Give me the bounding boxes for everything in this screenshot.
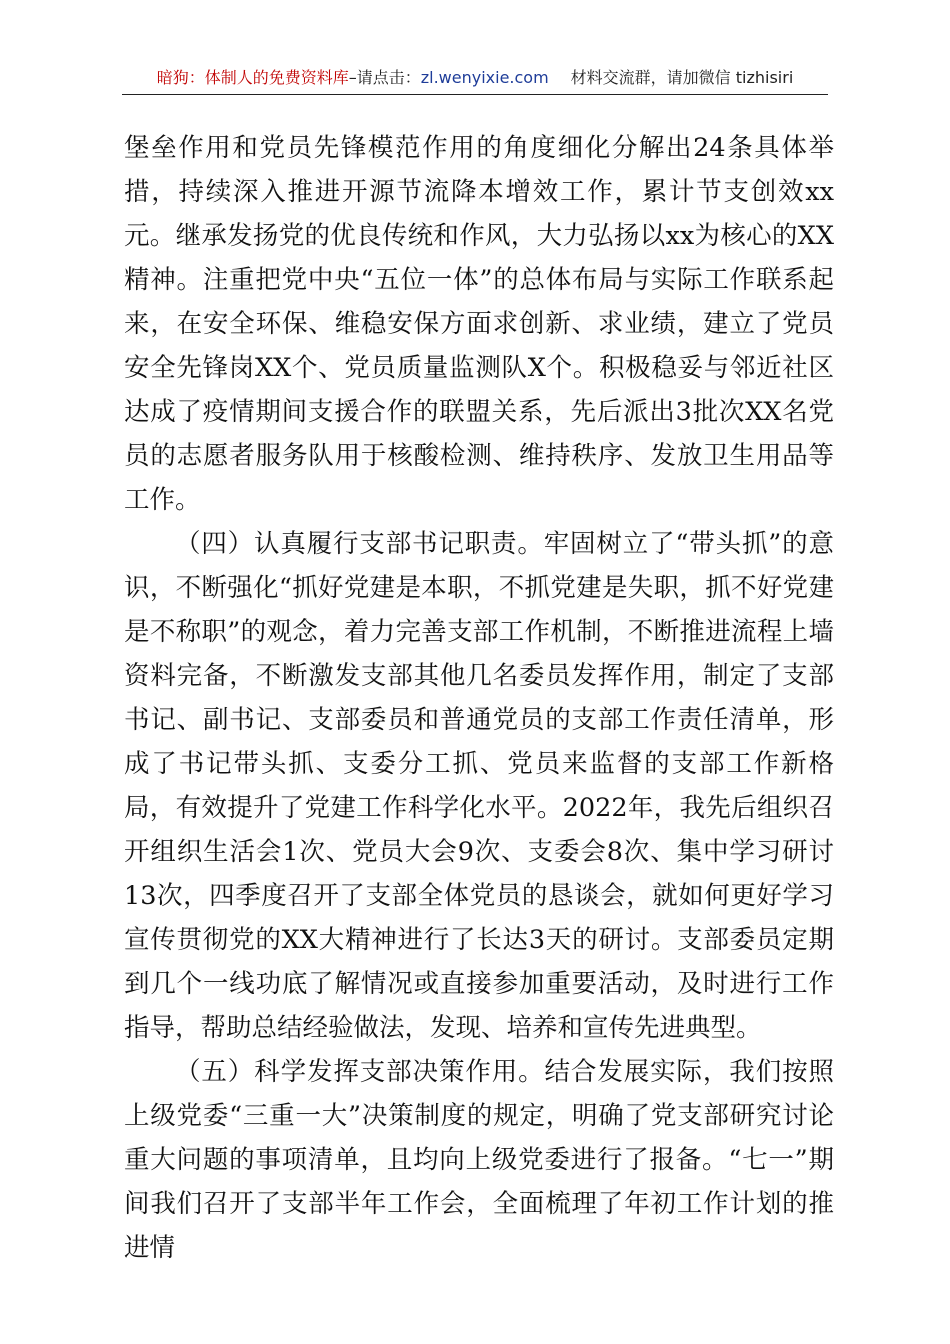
header-title: 暗狗：体制人的免费资料库 [156, 68, 349, 87]
header-link[interactable]: zl.wenyixie.com [420, 68, 549, 87]
page-header [122, 62, 828, 95]
paragraph-section-5: （五）科学发挥支部决策作用。结合发展实际，我们按照上级党委“三重一大”决策制度的规定，明确了党支部研究讨论重大问题的事项清单，且均向上级党委进行了报备。“七一”期间我们召开了支部半年工作会，全面梳理了年初工作计划的推进情 [124, 1057, 834, 1263]
header-contact: 材料交流群，请加微信 tizhisiri [570, 68, 794, 87]
paragraph-continued: 堡垒作用和党员先锋模范作用的角度细化分解出24条具体举措，持续深入推进开源节流降本增效工作，累计节支创效xx元。继承发扬党的优良传统和作风，大力弘扬以xx为核心的XX精神。注重把党中央“五位一体”的总体布局与实际工作联系起来，在安全环保、维稳安保方面求创新、求业绩，建立了党员安全先锋岗XX个、党员质量监测队X个。积极稳妥与邻近社区达成了疫情期间支援合作的联盟关系，先后派出3批次XX名党员的志愿者服务队用于核酸检测、维持秩序、发放卫生用品等工作。 [124, 133, 834, 515]
paragraph-section-4: （四）认真履行支部书记职责。牢固树立了“带头抓”的意识，不断强化“抓好党建是本职，不抓党建是失职，抓不好党建是不称职”的观念，着力完善支部工作机制，不断推进流程上墙资料完备，不断激发支部其他几名委员发挥作用，制定了支部书记、副书记、支部委员和普通党员的支部工作责任清单，形成了书记带头抓、支委分工抓、党员来监督的支部工作新格局，有效提升了党建工作科学化水平。2022年，我先后组织召开组织生活会1次、党员大会9次、支委会8次、集中学习研讨13次，四季度召开了支部全体党员的恳谈会，就如何更好学习宣传贯彻党的XX大精神进行了长达3天的研讨。支部委员定期到几个一线功底了解情况或直接参加重要活动，及时进行工作指导，帮助总结经验做法，发现、培养和宣传先进典型。 [124, 529, 834, 1043]
header-link-prefix: –请点击： [348, 68, 421, 87]
document-body [124, 126, 834, 1270]
